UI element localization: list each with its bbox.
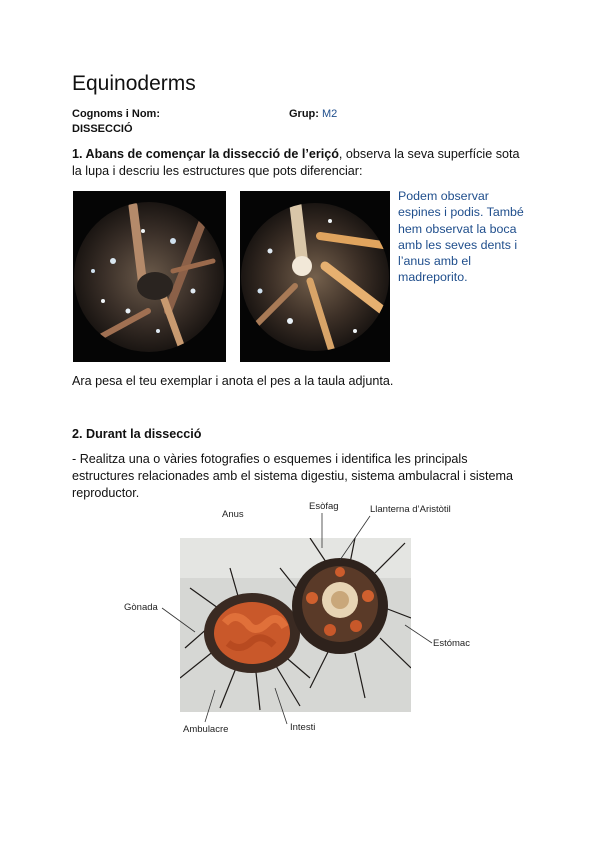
label-anus: Anus: [222, 509, 244, 520]
label-llanterna: Llanterna d’Aristòtil: [370, 504, 451, 515]
section-heading: DISSECCIÓ: [72, 123, 133, 135]
label-gonada: Gònada: [124, 602, 158, 613]
label-estomac: Estómac: [433, 638, 470, 649]
label-esofag: Esòfag: [309, 501, 339, 512]
group-label: Grup:: [289, 108, 319, 120]
question-2-instruction: - Realitza una o vàries fotografies o esquemes i identifica les principals estructures relacionades amb el sistema digestiu, sistema ambulacral i sistema reproductor.: [72, 452, 513, 500]
question-2-heading: 2. Durant la dissecció: [72, 427, 202, 441]
weigh-instruction: Ara pesa el teu exemplar i anota el pes a la taula adjunta.: [72, 374, 394, 388]
name-label: Cognoms i Nom:: [72, 108, 160, 120]
question-1-text: , observa la seva superfície sota la lupa i descriu les estructures que pots diferenciar:: [72, 147, 520, 178]
question-1-answer: Podem observar espines i podis. També hem observat la boca amb les seves dents i l’anus amb el madreporito.: [398, 189, 524, 285]
page-title: Equinoderms: [72, 72, 196, 95]
label-intesti: Intesti: [290, 722, 316, 733]
label-ambulacre: Ambulacre: [183, 724, 229, 735]
group-value: M2: [322, 108, 338, 120]
question-1-bold: 1. Abans de començar la dissecció de l’eriçó: [72, 147, 339, 161]
